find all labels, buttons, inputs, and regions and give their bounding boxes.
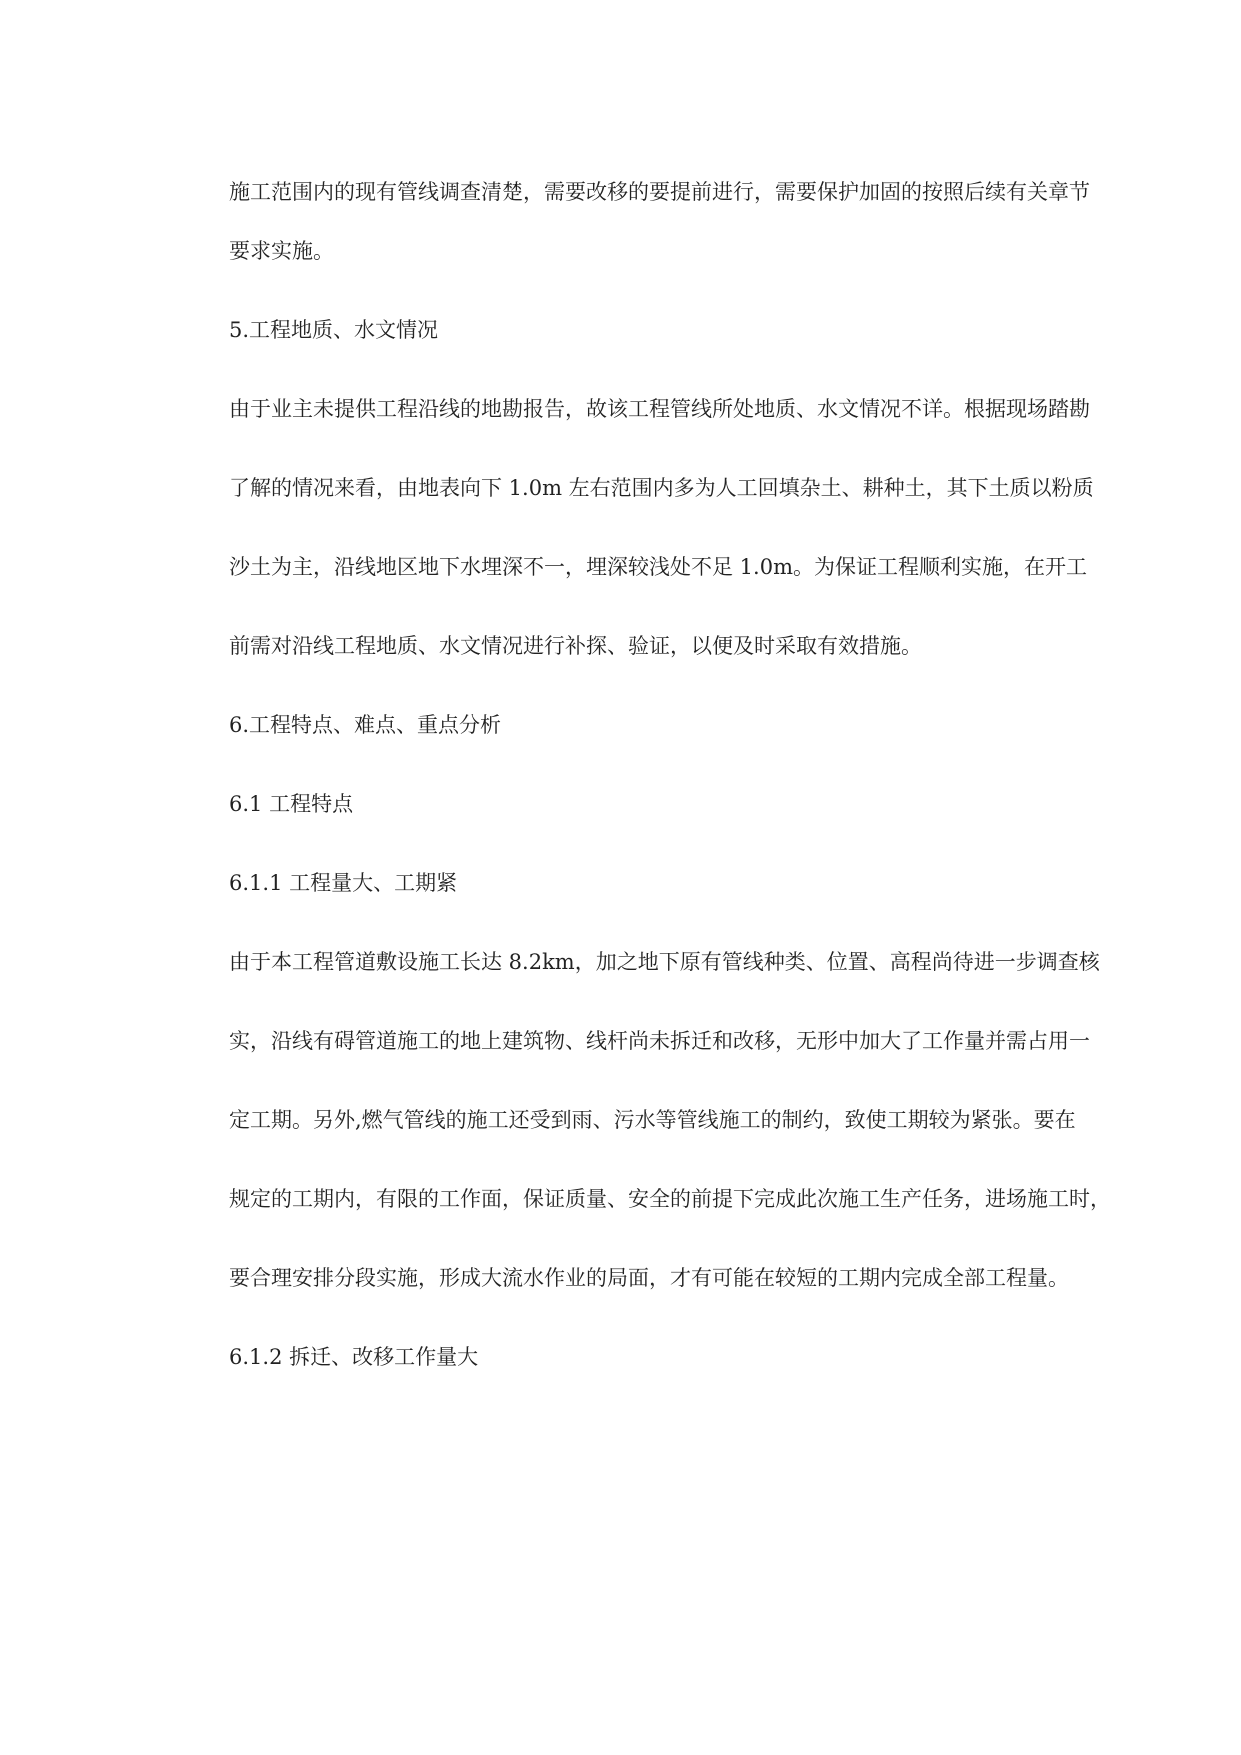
paragraph-line-schedule-2: 实，沿线有碍管道施工的地上建筑物、线杆尚未拆迁和改移，无形中加大了工作量并需占用一 [229,1029,1090,1053]
paragraph-line-geology-4: 前需对沿线工程地质、水文情况进行补探、验证，以便及时采取有效措施。 [229,634,922,658]
subsection-heading-6-1: 6.1 工程特点 [229,792,354,816]
paragraph-line-pipeline-survey: 施工范围内的现有管线调查清楚，需要改移的要提前进行，需要保护加固的按照后续有关章节 [229,180,1090,204]
paragraph-line-schedule-5: 要合理安排分段实施，形成大流水作业的局面，才有可能在较短的工期内完成全部工程量。 [229,1266,1069,1290]
paragraph-line-schedule-1: 由于本工程管道敷设施工长达 8.2km，加之地下原有管线种类、位置、高程尚待进一步调查核 [229,950,1100,974]
paragraph-line-geology-3: 沙土为主，沿线地区地下水埋深不一，埋深较浅处不足 1.0m。为保证工程顺利实施，在开工 [229,555,1087,579]
paragraph-line-geology-2: 了解的情况来看，由地表向下 1.0m 左右范围内多为人工回填杂土、耕种土，其下土质以粉质 [229,476,1094,500]
paragraph-line-schedule-3: 定工期。另外,燃气管线的施工还受到雨、污水等管线施工的制约，致使工期较为紧张。要在 [229,1108,1076,1132]
subsection-heading-6-1-1: 6.1.1 工程量大、工期紧 [229,871,458,895]
paragraph-line-schedule-4: 规定的工期内，有限的工作面，保证质量、安全的前提下完成此次施工生产任务，进场施工时， [229,1187,1111,1211]
paragraph-line-geology-1: 由于业主未提供工程沿线的地勘报告，故该工程管线所处地质、水文情况不详。根据现场踏勘 [229,397,1090,421]
subsection-heading-6-1-2: 6.1.2 拆迁、改移工作量大 [229,1345,479,1369]
section-heading-features: 6.工程特点、难点、重点分析 [229,713,502,737]
paragraph-line-pipeline-survey-cont: 要求实施。 [229,239,334,263]
section-heading-geology: 5.工程地质、水文情况 [229,318,439,342]
